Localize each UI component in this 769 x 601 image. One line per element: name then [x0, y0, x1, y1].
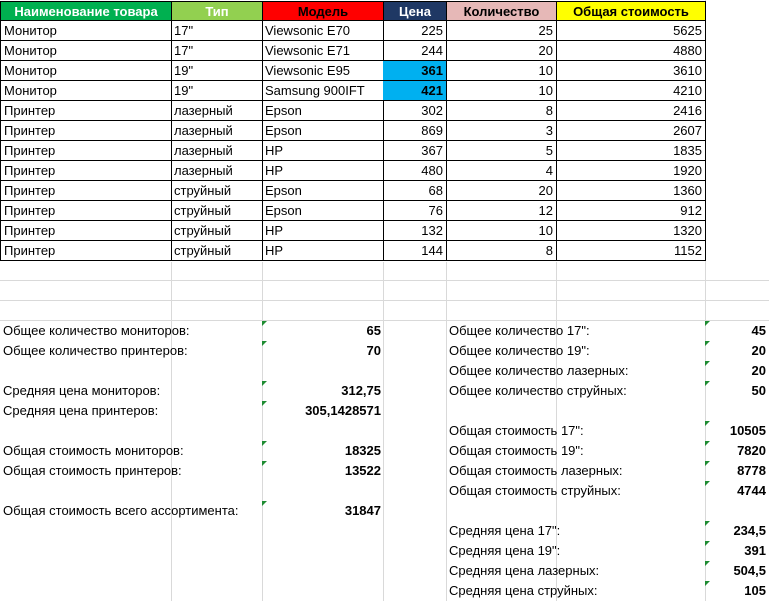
- label-cost-17: Общая стоимость 17":: [449, 423, 584, 438]
- label-avg-price-monitors: Средняя цена мониторов:: [3, 383, 161, 398]
- value-total-printers[interactable]: 70: [262, 341, 384, 361]
- cell-total-cost[interactable]: 4210: [556, 81, 706, 101]
- cell-price[interactable]: 225: [383, 21, 447, 41]
- cell-price[interactable]: 132: [383, 221, 447, 241]
- cell-model[interactable]: Epson: [262, 121, 384, 141]
- label-cost-all: Общая стоимость всего ассортимента:: [3, 503, 239, 518]
- cell-model[interactable]: Epson: [262, 101, 384, 121]
- cell-type[interactable]: 17": [171, 21, 263, 41]
- label-avg-price-printers: Средняя цена принтеров:: [3, 403, 159, 418]
- cell-model[interactable]: HP: [262, 221, 384, 241]
- cell-total-cost[interactable]: 912: [556, 201, 706, 221]
- cell-model[interactable]: Viewsonic E95: [262, 61, 384, 81]
- gridline: [0, 280, 769, 281]
- cell-price[interactable]: 76: [383, 201, 447, 221]
- value-cost-19[interactable]: 7820: [705, 441, 769, 461]
- value-cost-printers[interactable]: 13522: [262, 461, 384, 481]
- cell-quantity[interactable]: 25: [446, 21, 557, 41]
- label-cost-monitors: Общая стоимость мониторов:: [3, 443, 184, 458]
- gridline: [171, 262, 172, 601]
- header-model[interactable]: Модель: [262, 1, 384, 21]
- cell-quantity[interactable]: 10: [446, 81, 557, 101]
- label-qty-19: Общее количество 19":: [449, 343, 590, 358]
- cell-model[interactable]: Samsung 900IFT: [262, 81, 384, 101]
- gridline: [383, 262, 384, 601]
- cell-total-cost[interactable]: 2607: [556, 121, 706, 141]
- cell-total-cost[interactable]: 2416: [556, 101, 706, 121]
- label-avg-inkjet: Средняя цена струйных:: [449, 583, 598, 598]
- value-cost-laser[interactable]: 8778: [705, 461, 769, 481]
- value-cost-monitors[interactable]: 18325: [262, 441, 384, 461]
- cell-name[interactable]: Принтер: [0, 161, 172, 181]
- header-type[interactable]: Тип: [171, 1, 263, 21]
- cell-type[interactable]: лазерный: [171, 161, 263, 181]
- value-avg-price-printers[interactable]: 305,1428571: [262, 401, 384, 421]
- label-cost-laser: Общая стоимость лазерных:: [449, 463, 623, 478]
- cell-name[interactable]: Принтер: [0, 181, 172, 201]
- cell-price[interactable]: 68: [383, 181, 447, 201]
- value-cost-17[interactable]: 10505: [705, 421, 769, 441]
- cell-name[interactable]: Принтер: [0, 221, 172, 241]
- value-avg-17[interactable]: 234,5: [705, 521, 769, 541]
- header-price[interactable]: Цена: [383, 1, 447, 21]
- label-cost-printers: Общая стоимость принтеров:: [3, 463, 182, 478]
- cell-model[interactable]: Viewsonic E71: [262, 41, 384, 61]
- label-qty-17: Общее количество 17":: [449, 323, 590, 338]
- cell-name[interactable]: Принтер: [0, 101, 172, 121]
- cell-name[interactable]: Монитор: [0, 81, 172, 101]
- cell-type[interactable]: лазерный: [171, 141, 263, 161]
- cell-quantity[interactable]: 3: [446, 121, 557, 141]
- header-quantity[interactable]: Количество: [446, 1, 557, 21]
- cell-model[interactable]: Epson: [262, 201, 384, 221]
- cell-total-cost[interactable]: 1360: [556, 181, 706, 201]
- cell-type[interactable]: 17": [171, 41, 263, 61]
- gridline: [0, 300, 769, 301]
- value-avg-laser[interactable]: 504,5: [705, 561, 769, 581]
- label-total-printers: Общее количество принтеров:: [3, 343, 188, 358]
- cell-total-cost[interactable]: 1152: [556, 241, 706, 261]
- cell-total-cost[interactable]: 1320: [556, 221, 706, 241]
- cell-name[interactable]: Принтер: [0, 141, 172, 161]
- cell-type[interactable]: лазерный: [171, 101, 263, 121]
- value-qty-17[interactable]: 45: [705, 321, 769, 341]
- cell-price[interactable]: 869: [383, 121, 447, 141]
- cell-quantity[interactable]: 4: [446, 161, 557, 181]
- cell-price[interactable]: 244: [383, 41, 447, 61]
- value-avg-price-monitors[interactable]: 312,75: [262, 381, 384, 401]
- header-total-cost[interactable]: Общая стоимость: [556, 1, 706, 21]
- gridline: [262, 262, 263, 601]
- label-avg-laser: Средняя цена лазерных:: [449, 563, 600, 578]
- cell-quantity[interactable]: 5: [446, 141, 557, 161]
- cell-type[interactable]: струйный: [171, 241, 263, 261]
- label-qty-inkjet: Общее количество струйных:: [449, 383, 627, 398]
- cell-price[interactable]: 361: [383, 61, 447, 81]
- value-cost-all[interactable]: 31847: [262, 501, 384, 521]
- value-qty-laser[interactable]: 20: [705, 361, 769, 381]
- cell-name[interactable]: Монитор: [0, 21, 172, 41]
- cell-name[interactable]: Принтер: [0, 201, 172, 221]
- value-total-monitors[interactable]: 65: [262, 321, 384, 341]
- cell-quantity[interactable]: 10: [446, 221, 557, 241]
- header-name[interactable]: Наименование товара: [0, 1, 172, 21]
- cell-total-cost[interactable]: 4880: [556, 41, 706, 61]
- cell-type[interactable]: струйный: [171, 201, 263, 221]
- value-avg-19[interactable]: 391: [705, 541, 769, 561]
- value-qty-inkjet[interactable]: 50: [705, 381, 769, 401]
- cell-price[interactable]: 367: [383, 141, 447, 161]
- cell-model[interactable]: HP: [262, 141, 384, 161]
- cell-price[interactable]: 480: [383, 161, 447, 181]
- cell-name[interactable]: Монитор: [0, 61, 172, 81]
- cell-quantity[interactable]: 10: [446, 61, 557, 81]
- label-cost-19: Общая стоимость 19":: [449, 443, 584, 458]
- cell-name[interactable]: Принтер: [0, 241, 172, 261]
- value-cost-inkjet[interactable]: 4744: [705, 481, 769, 501]
- label-avg-19: Средняя цена 19":: [449, 543, 561, 558]
- cell-total-cost[interactable]: 1835: [556, 141, 706, 161]
- cell-quantity[interactable]: 8: [446, 241, 557, 261]
- label-total-monitors: Общее количество мониторов:: [3, 323, 190, 338]
- cell-price[interactable]: 144: [383, 241, 447, 261]
- cell-type[interactable]: лазерный: [171, 121, 263, 141]
- cell-type[interactable]: струйный: [171, 181, 263, 201]
- cell-quantity[interactable]: 8: [446, 101, 557, 121]
- cell-price[interactable]: 421: [383, 81, 447, 101]
- cell-name[interactable]: Монитор: [0, 41, 172, 61]
- cell-model[interactable]: Viewsonic E70: [262, 21, 384, 41]
- cell-total-cost[interactable]: 1920: [556, 161, 706, 181]
- cell-model[interactable]: HP: [262, 241, 384, 261]
- cell-total-cost[interactable]: 3610: [556, 61, 706, 81]
- label-cost-inkjet: Общая стоимость струйных:: [449, 483, 621, 498]
- value-qty-19[interactable]: 20: [705, 341, 769, 361]
- cell-model[interactable]: Epson: [262, 181, 384, 201]
- cell-type[interactable]: струйный: [171, 221, 263, 241]
- cell-type[interactable]: 19": [171, 61, 263, 81]
- cell-type[interactable]: 19": [171, 81, 263, 101]
- label-avg-17: Средняя цена 17":: [449, 523, 561, 538]
- cell-quantity[interactable]: 20: [446, 181, 557, 201]
- cell-name[interactable]: Принтер: [0, 121, 172, 141]
- label-qty-laser: Общее количество лазерных:: [449, 363, 629, 378]
- cell-quantity[interactable]: 20: [446, 41, 557, 61]
- value-avg-inkjet[interactable]: 105: [705, 581, 769, 601]
- cell-price[interactable]: 302: [383, 101, 447, 121]
- cell-model[interactable]: HP: [262, 161, 384, 181]
- cell-quantity[interactable]: 12: [446, 201, 557, 221]
- cell-total-cost[interactable]: 5625: [556, 21, 706, 41]
